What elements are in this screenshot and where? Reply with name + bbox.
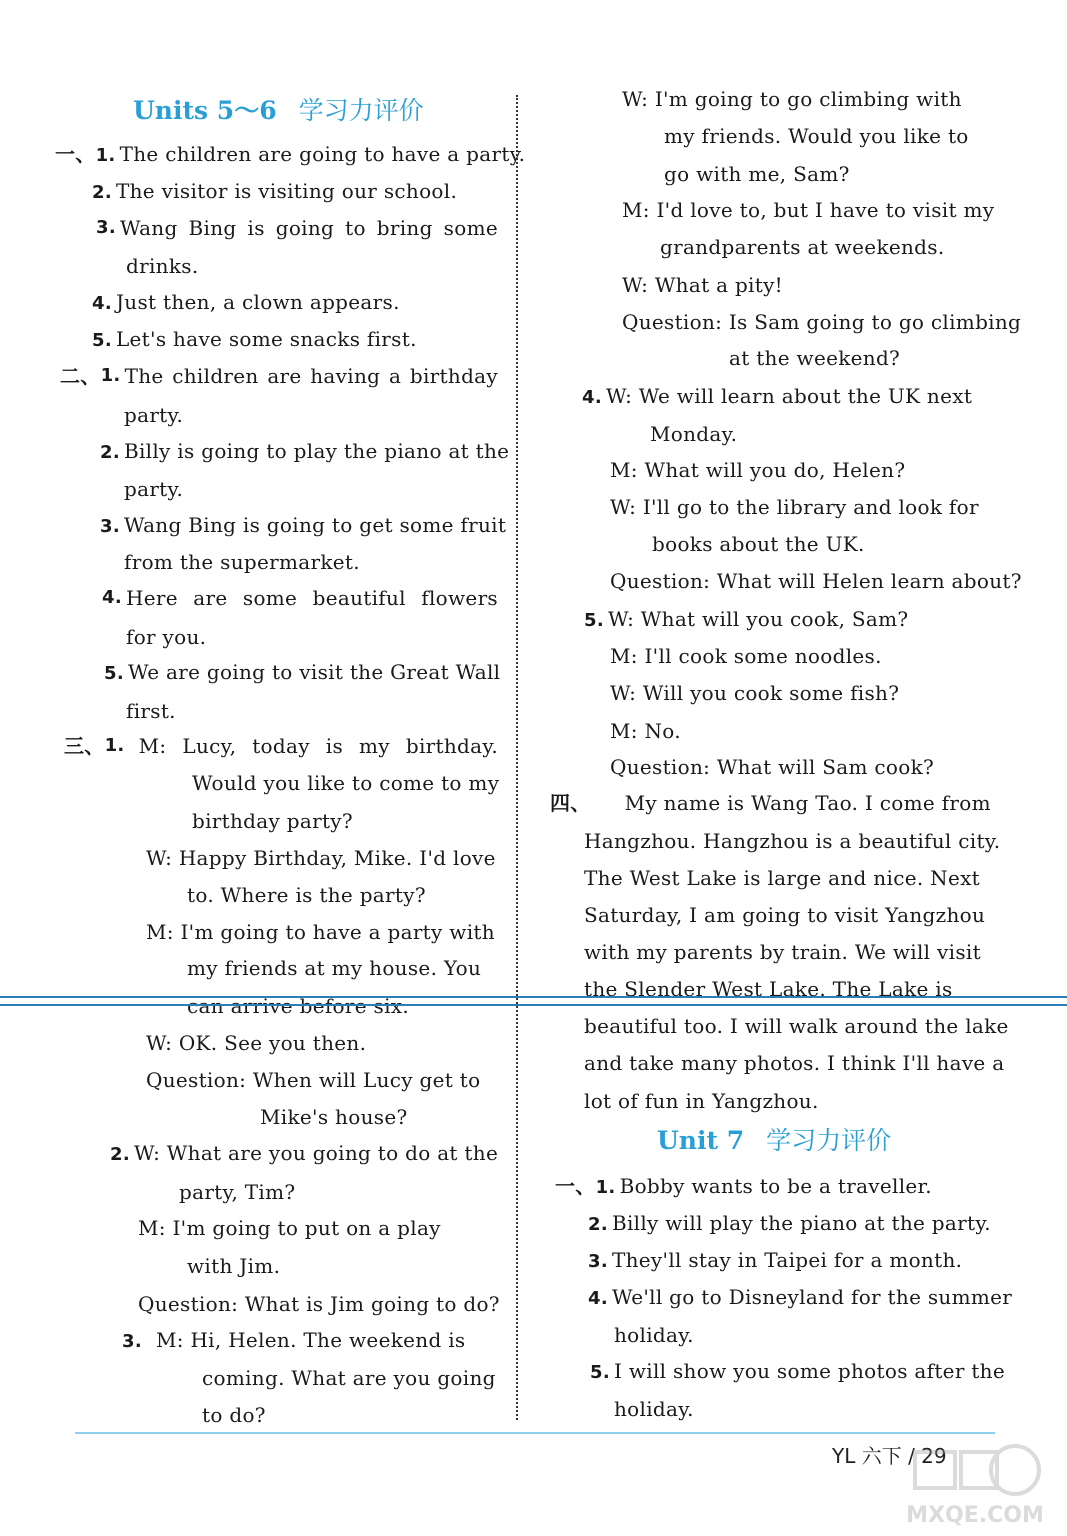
answer-line (652, 532, 865, 556)
line-text: Would you like to come to my (192, 771, 500, 795)
answer-line (582, 384, 972, 410)
line-text: lot of fun in Yangzhou. (584, 1089, 819, 1113)
answer-line (590, 1359, 1005, 1385)
line-text: Question: Is Sam going to go climbing (622, 310, 1022, 334)
line-text: with Jim. (187, 1254, 281, 1278)
answer-line (92, 290, 400, 316)
line-text: go with me, Sam? (664, 162, 850, 186)
line-text: to do? (202, 1403, 266, 1427)
answer-line (729, 346, 900, 370)
answer-line (614, 1323, 694, 1347)
answer-line (100, 513, 506, 539)
answer-line (192, 809, 353, 833)
answer-line (202, 1366, 496, 1390)
line-text: W: What a pity! (622, 273, 784, 297)
horizontal-rule (0, 996, 1067, 1006)
heading-en: Units 5～6 (133, 96, 277, 125)
answer-line (588, 1285, 1012, 1311)
answer-line (584, 607, 908, 633)
item-number: 4. (102, 587, 122, 608)
line-text: The West Lake is large and nice. Next (584, 866, 980, 890)
line-text: M: I'm going to have a party with (146, 920, 495, 944)
answer-line (622, 87, 962, 111)
section-mark: 一、 (555, 1174, 596, 1198)
line-text: at the weekend? (729, 346, 901, 370)
answer-line (126, 254, 198, 278)
line-text: party, Tim? (179, 1180, 296, 1204)
line-text: W: We will learn about the UK next (605, 384, 973, 408)
answer-line (660, 235, 945, 259)
answer-line (664, 124, 969, 148)
item-number: 1. (595, 1177, 616, 1198)
answer-line (610, 755, 934, 779)
answer-line (192, 771, 499, 795)
line-text: M: What will you do, Helen? (610, 458, 906, 482)
item-number: 2. (100, 442, 120, 463)
answer-line (124, 550, 360, 574)
line-text: with my parents by train. We will visit (584, 940, 981, 964)
answer-line (622, 310, 1021, 334)
answer-line (187, 883, 426, 907)
item-number: 5. (590, 1362, 610, 1383)
answer-line (187, 956, 481, 980)
line-text: M: Lucy, today is my birthday. (138, 734, 498, 758)
answer-line (146, 1068, 480, 1092)
answer-line (610, 458, 905, 482)
answer-line (146, 1031, 366, 1055)
item-number: 3. (588, 1251, 608, 1272)
answer-line (588, 1211, 991, 1237)
item-number: 3. (100, 516, 120, 537)
line-text: The children are having a birthday (124, 364, 498, 388)
line-text: Question: When will Lucy get to (146, 1068, 481, 1092)
item-number: 2. (110, 1144, 130, 1165)
page-footer: YL 六下 / 29 (832, 1444, 947, 1468)
line-text: Mike's house? (260, 1105, 408, 1129)
line-text: drinks. (126, 254, 199, 278)
answer-line (584, 866, 980, 890)
section-mark: 二、 (60, 364, 101, 388)
answer-line (146, 920, 495, 944)
section-mark: 一、 (55, 142, 96, 166)
line-text: Billy will play the piano at the party. (611, 1211, 991, 1235)
line-text: My name is Wang Tao. I come from (624, 791, 991, 815)
answer-line (92, 327, 417, 353)
item-number: 4. (92, 293, 112, 314)
line-text: I will show you some photos after the (613, 1359, 1005, 1383)
answer-line (64, 734, 498, 758)
item-number: 5. (92, 330, 112, 351)
item-number: 1. (100, 365, 121, 386)
answer-line (124, 403, 183, 427)
answer-line (584, 1051, 1004, 1075)
line-text: for you. (126, 625, 207, 649)
answer-line (584, 940, 981, 964)
line-text: my friends at my house. You (187, 956, 482, 980)
line-text: and take many photos. I think I'll have a (584, 1051, 1005, 1075)
line-text: Question: What is Jim going to do? (138, 1292, 500, 1316)
line-text: my friends. Would you like to (664, 124, 969, 148)
answer-line (550, 791, 991, 815)
line-text: Monday. (650, 422, 738, 446)
bottom-rule (75, 1432, 995, 1434)
line-text: holiday. (614, 1323, 694, 1347)
line-text: Just then, a clown appears. (115, 290, 400, 314)
line-text: W: I'll go to the library and look for (610, 495, 979, 519)
line-text: W: OK. See you then. (146, 1031, 367, 1055)
line-text: the Slender West Lake. The Lake is (584, 977, 953, 1001)
answer-line (584, 829, 1000, 853)
line-text: from the supermarket. (124, 550, 360, 574)
line-text: grandparents at weekends. (660, 235, 945, 259)
answer-line (104, 660, 500, 686)
section-mark: 四、 (550, 791, 591, 815)
answer-line (60, 364, 498, 388)
answer-line (187, 1254, 280, 1278)
answer-line (202, 1403, 266, 1427)
answer-line (92, 179, 457, 205)
answer-line (610, 681, 899, 705)
answer-line (102, 586, 498, 610)
line-text: coming. What are you going (202, 1366, 496, 1390)
item-number: 3. (96, 217, 116, 238)
line-text: Wang Bing is going to get some fruit (123, 513, 507, 537)
unit-7-heading (657, 1126, 891, 1156)
item-number: 2. (92, 182, 112, 203)
line-text: They'll stay in Taipei for a month. (611, 1248, 963, 1272)
answer-line (610, 644, 882, 668)
line-text: M: I'm going to put on a play (138, 1216, 441, 1240)
answer-line (126, 625, 206, 649)
section-mark: 三、 (64, 734, 105, 758)
line-text: M: Hi, Helen. The weekend is (155, 1328, 466, 1352)
line-text: W: Happy Birthday, Mike. I'd love (146, 846, 496, 870)
line-text: beautiful too. I will walk around the lake (584, 1014, 1009, 1038)
line-text: M: I'd love to, but I have to visit my (622, 198, 995, 222)
answer-line (124, 477, 183, 501)
line-text: M: I'll cook some noodles. (610, 644, 882, 668)
line-text: W: I'm going to go climbing with (622, 87, 962, 111)
answer-line (100, 439, 509, 465)
line-text: Let's have some snacks first. (115, 327, 417, 351)
answer-line (146, 846, 496, 870)
answer-line (622, 273, 783, 297)
item-number: 4. (582, 387, 602, 408)
line-text: first. (126, 699, 176, 723)
answer-line (179, 1180, 295, 1204)
answer-line (610, 495, 979, 519)
answer-line (260, 1105, 407, 1129)
line-text: party. (124, 403, 184, 427)
item-number: 4. (588, 1288, 608, 1309)
line-text: books about the UK. (652, 532, 865, 556)
answer-line (122, 1328, 465, 1354)
answer-line (126, 699, 176, 723)
line-text: holiday. (614, 1397, 694, 1421)
item-number: 5. (584, 610, 604, 631)
column-divider (516, 95, 518, 1420)
answer-line (588, 1248, 962, 1274)
item-number: 2. (588, 1214, 608, 1235)
heading-zh: 学习力评价 (766, 1126, 892, 1155)
line-text: The children are going to have a party. (119, 142, 526, 166)
line-text: can arrive before six. (187, 994, 410, 1018)
answer-line (584, 903, 985, 927)
line-text: We are going to visit the Great Wall (127, 660, 501, 684)
line-text: Saturday, I am going to visit Yangzhou (584, 903, 986, 927)
watermark-text: MXQE.COM (906, 1503, 1044, 1528)
line-text: Bobby wants to be a traveller. (619, 1174, 932, 1198)
line-text: Billy is going to play the piano at the (123, 439, 510, 463)
answer-line (55, 142, 525, 168)
answer-line (664, 162, 850, 186)
heading-en: Unit 7 (657, 1126, 745, 1155)
item-number: 1. (95, 145, 116, 166)
watermark-logo (895, 1438, 1055, 1528)
answer-line (584, 1089, 819, 1113)
heading-zh: 学习力评价 (298, 96, 424, 125)
item-number: 5. (104, 663, 124, 684)
line-text: party. (124, 477, 184, 501)
answer-line (110, 1141, 498, 1167)
line-text: M: No. (610, 719, 681, 743)
line-text: Here are some beautiful flowers (125, 586, 498, 610)
answer-line (555, 1174, 932, 1200)
line-text: birthday party? (192, 809, 353, 833)
answer-line (610, 719, 681, 743)
line-text: Question: What will Sam cook? (610, 755, 935, 779)
item-number: 1. (104, 735, 125, 756)
answer-line (138, 1216, 441, 1240)
line-text: W: Will you cook some fish? (610, 681, 900, 705)
line-text: We'll go to Disneyland for the summer (611, 1285, 1013, 1309)
line-text: Question: What will Helen learn about? (610, 569, 1022, 593)
answer-line (96, 216, 498, 240)
line-text: Hangzhou. Hangzhou is a beautiful city. (584, 829, 1001, 853)
answer-line (584, 1014, 1009, 1038)
item-number: 3. (122, 1331, 142, 1352)
answer-line (610, 569, 1022, 593)
line-text: to. Where is the party? (187, 883, 426, 907)
line-text: Wang Bing is going to bring some (119, 216, 498, 240)
answer-line (614, 1397, 694, 1421)
units-5-6-heading (133, 96, 424, 126)
answer-line (622, 198, 994, 222)
answer-line (650, 422, 737, 446)
line-text: W: What will you cook, Sam? (607, 607, 909, 631)
answer-line (138, 1292, 500, 1316)
line-text: The visitor is visiting our school. (115, 179, 458, 203)
line-text: W: What are you going to do at the (133, 1141, 499, 1165)
